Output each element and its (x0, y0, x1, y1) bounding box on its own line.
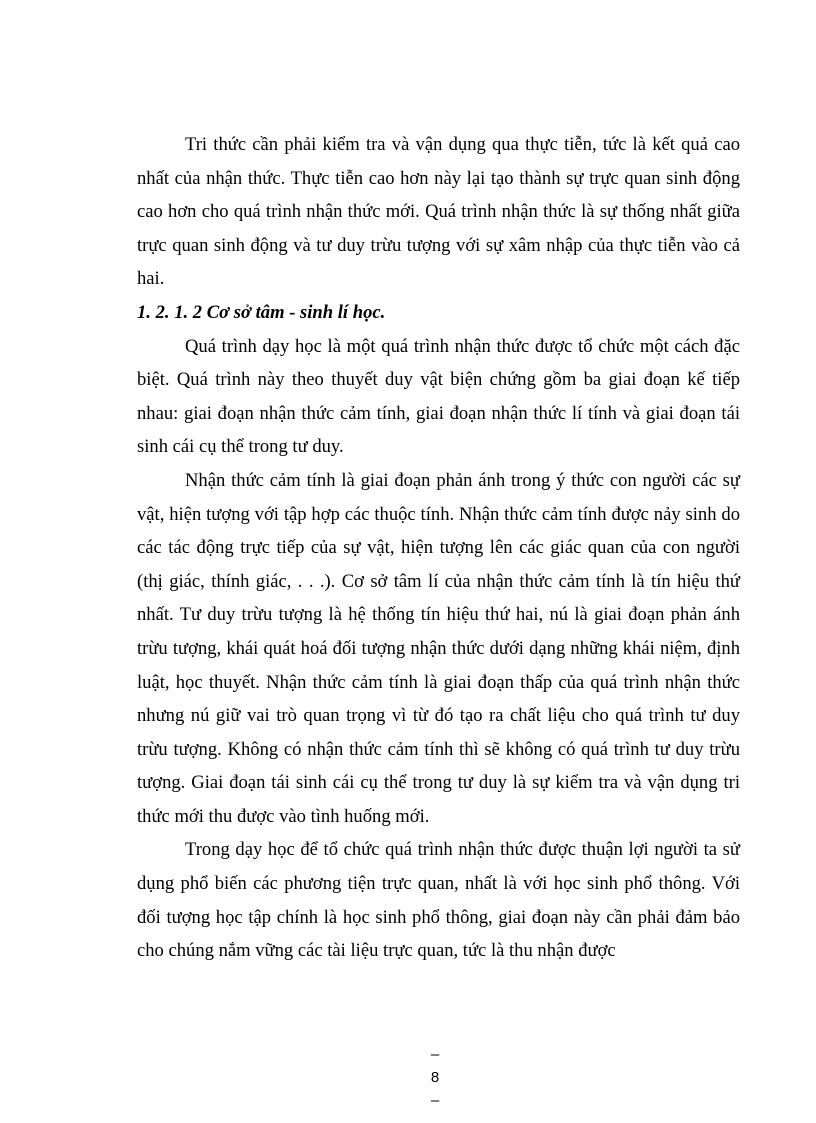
paragraph-teaching-process: Quá trình dạy học là một quá trình nhận thức được tổ chức một cách đặc biệt. Quá trình này theo thuyết duy vật biện chứng gồm ba giai đoạn kế tiếp nhau: giai đoạn nhận thức cảm tính, giai đoạn nhận thức lí tính và giai đoạn tái sinh cái cụ thể trong tư duy. (137, 335, 740, 458)
page-footer (0, 1044, 816, 1112)
page-number-prefix: – (430, 1046, 440, 1063)
page-number-suffix: – (430, 1092, 440, 1109)
document-body (137, 128, 740, 968)
section-heading: 1. 2. 1. 2 Cơ sở tâm - sinh lí học. (137, 301, 386, 323)
page-number: 8 (430, 1069, 440, 1086)
paragraph-sensory-cognition: Nhận thức cảm tính là giai đoạn phản ánh trong ý thức con người các sự vật, hiện tượng với tập hợp các thuộc tính. Nhận thức cảm tính được nảy sinh do các tác động trực tiếp của sự vật, hiện tượng lên các giác quan của con người (thị giác, thính giác, . . .). Cơ sở tâm lí của nhận thức cảm tính là tín hiệu thứ nhất. Tư duy trừu tượng là hệ thống tín hiệu thứ hai, nú là giai đoạn phản ánh trừu tượng, khái quát hoá đối tượng nhận thức dưới dạng những khái niệm, định luật, học thuyết. Nhận thức cảm tính là giai đoạn thấp của quá trình nhận thức nhưng nú giữ vai trò quan trọng vì từ đó tạo ra chất liệu cho quá trình tư duy trừu tượng. Không có nhận thức cảm tính thì sẽ không có quá trình tư duy trừu tượng. Giai đoạn tái sinh cái cụ thể trong tư duy là sự kiểm tra và vận dụng tri thức mới thu được vào tình huống mới. (137, 469, 740, 827)
paragraph-visual-aids: Trong dạy học để tổ chức quá trình nhận thức được thuận lợi người ta sử dụng phổ biến các phương tiện trực quan, nhất là với học sinh phổ thông. Với đối tượng học tập chính là học sinh phổ thông, giai đoạn này cần phải đảm bảo cho chúng nắm vững các tài liệu trực quan, tức là thu nhận được (137, 839, 740, 962)
paragraph-knowledge-practice: Tri thức cần phải kiểm tra và vận dụng qua thực tiễn, tức là kết quả cao nhất của nhận thức. Thực tiễn cao hơn này lại tạo thành sự trực quan sinh động cao hơn cho quá trình nhận thức mới. Quá trình nhận thức là sự thống nhất giữa trực quan sinh động và tư duy trừu tượng với sự xâm nhập của thực tiễn vào cả hai. (137, 134, 740, 290)
